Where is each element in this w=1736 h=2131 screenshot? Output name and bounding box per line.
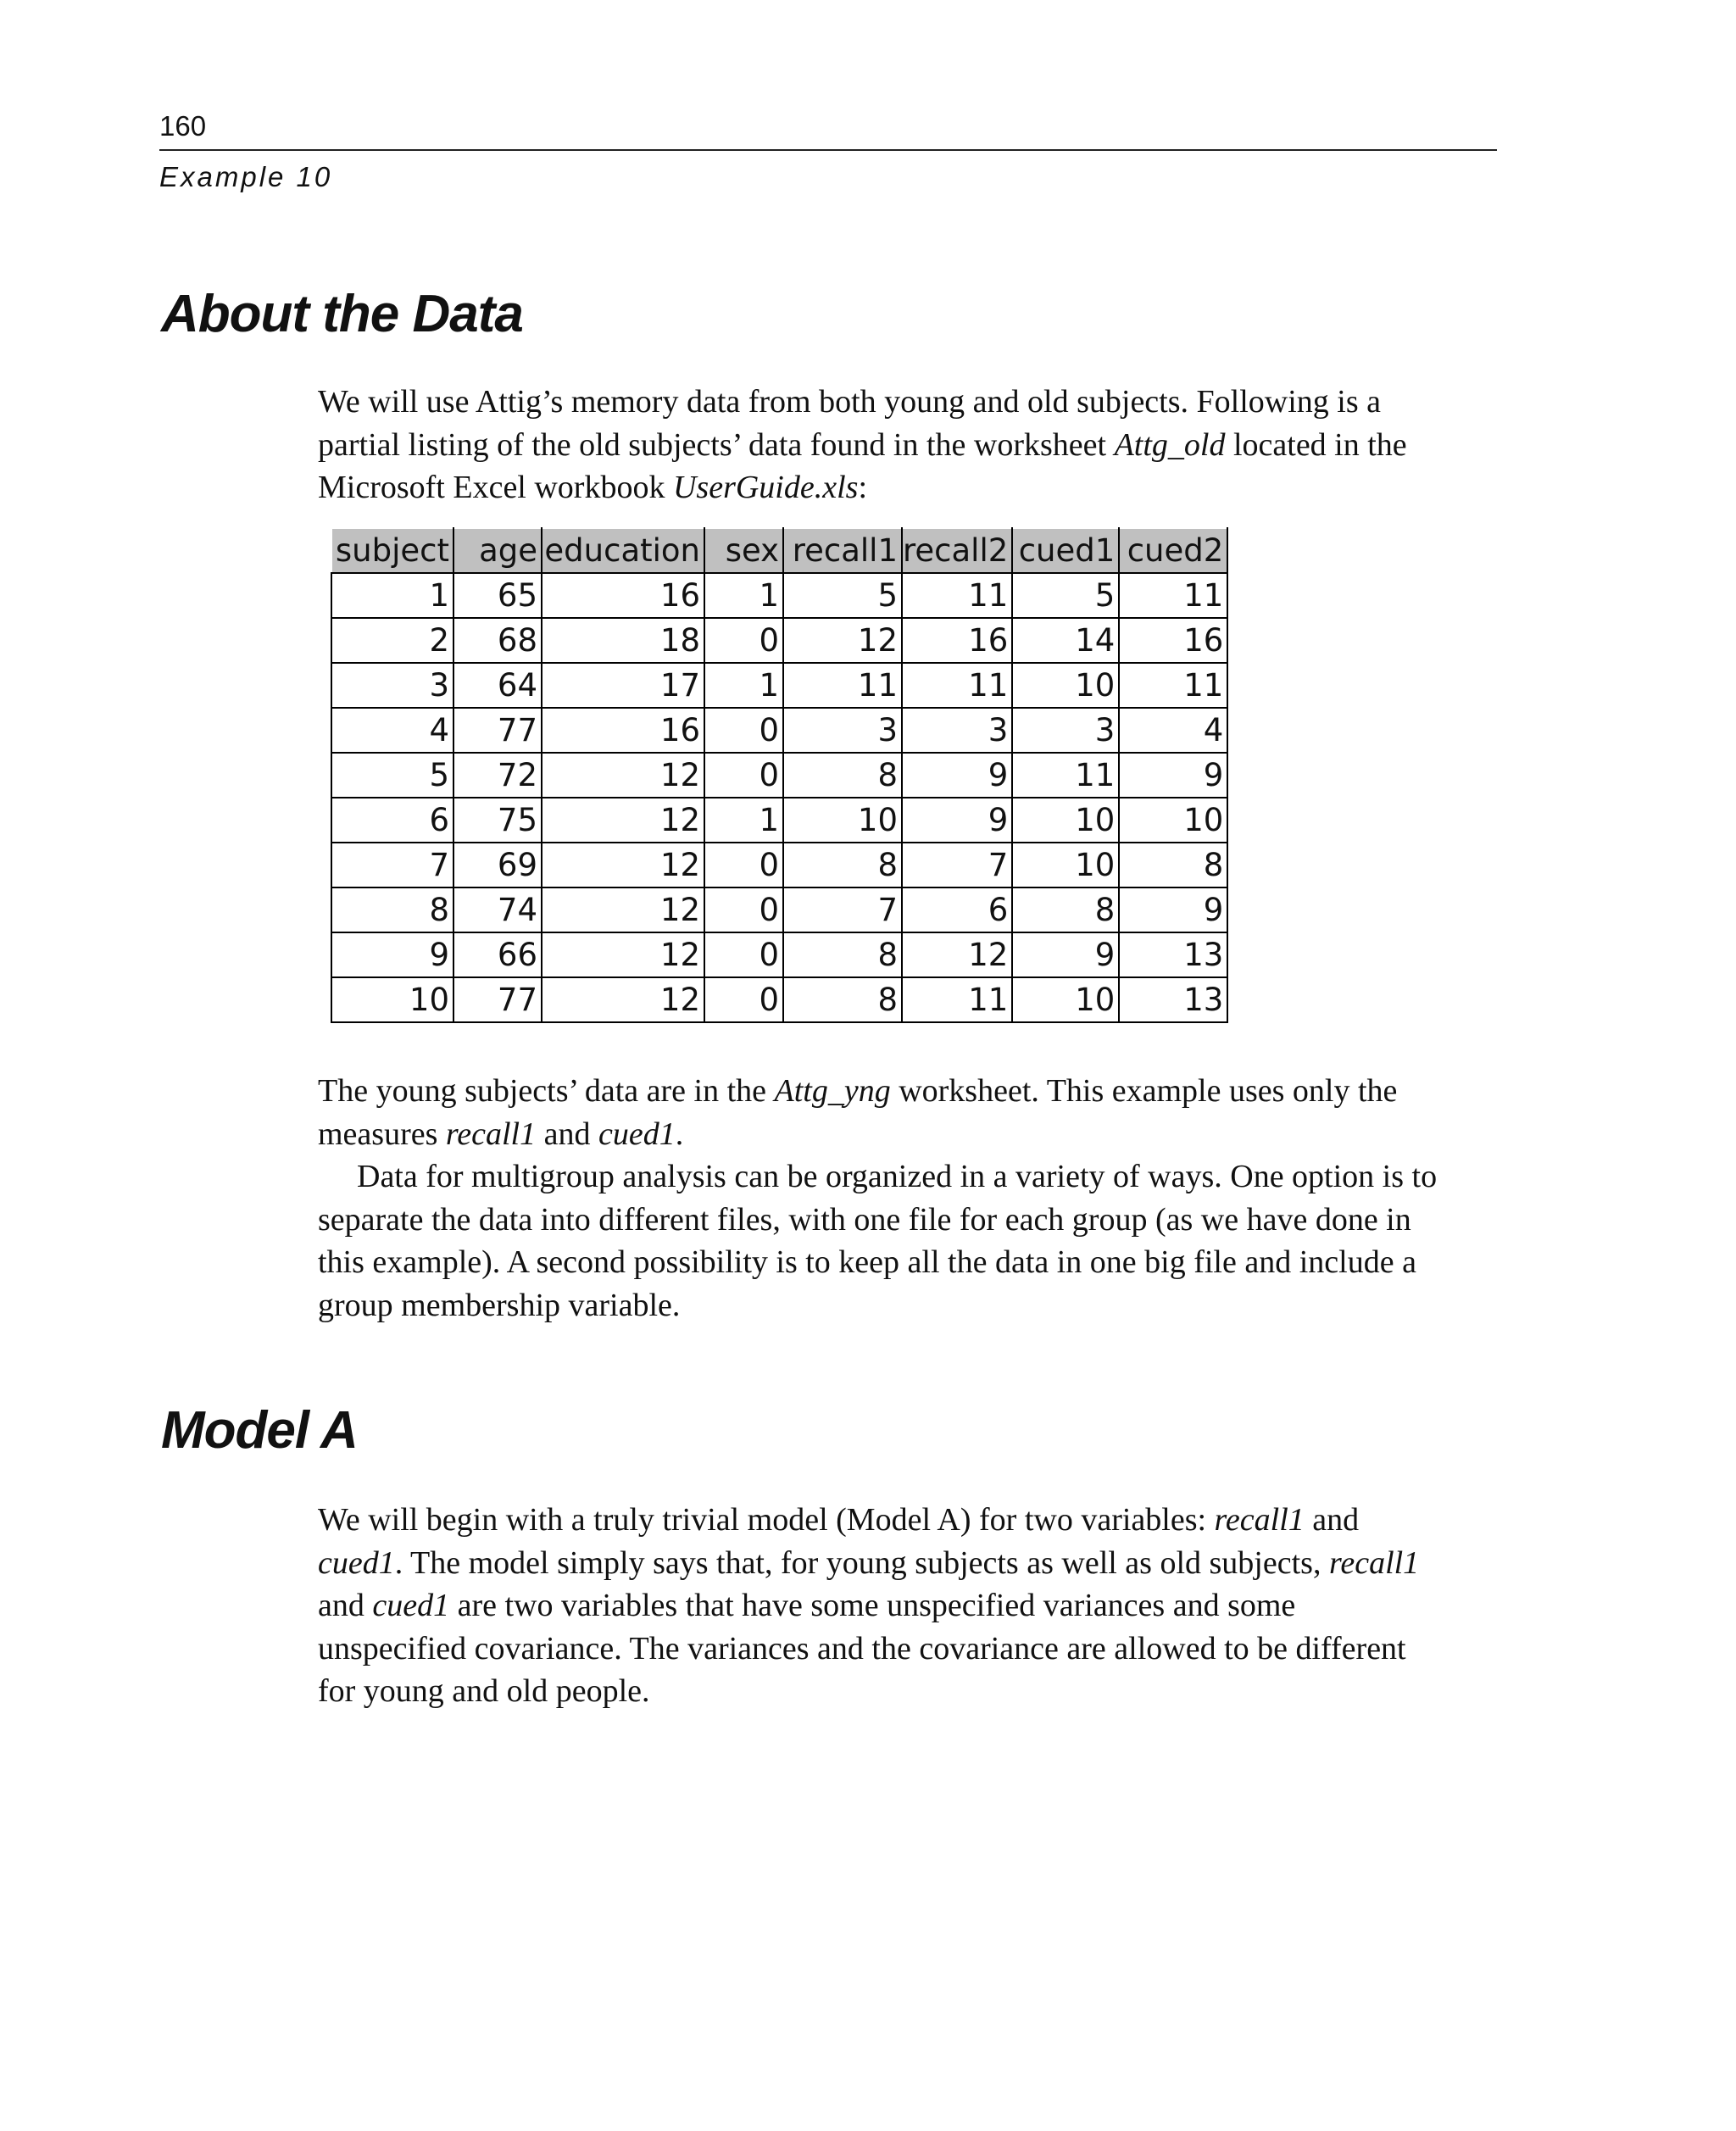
- text-run: We will begin with a truly trivial model (Model A) for two variables:: [318, 1502, 1215, 1538]
- table-cell: 10: [1012, 663, 1119, 708]
- section-heading-model-a: Model A: [161, 1401, 358, 1460]
- table-cell: 13: [1119, 977, 1227, 1022]
- table-cell: 3: [783, 708, 902, 753]
- table-cell: 2: [331, 618, 453, 663]
- running-header: Example 10: [159, 161, 333, 192]
- table-cell: 12: [542, 887, 704, 932]
- table-row: [331, 977, 1227, 1022]
- table-cell: 7: [783, 887, 902, 932]
- text-run: .: [675, 1116, 684, 1152]
- table-cell: 0: [704, 977, 783, 1022]
- column-header: recall1: [783, 528, 902, 573]
- table-cell: 77: [453, 708, 542, 753]
- table-cell: 13: [1119, 932, 1227, 977]
- table-row: [331, 708, 1227, 753]
- table-cell: 8: [783, 843, 902, 887]
- variable-name: recall1: [1214, 1502, 1305, 1538]
- table-cell: 8: [783, 977, 902, 1022]
- section-heading-about-the-data: About the Data: [161, 285, 523, 343]
- text-line: Data for multigroup analysis can be organized in a variety of ways. One option is to: [357, 1159, 1438, 1194]
- table-row: [331, 573, 1227, 618]
- variable-name: recall1: [1328, 1544, 1420, 1581]
- table-cell: 7: [331, 843, 453, 887]
- text-line: this example). A second possibility is to keep all the data in one big file and include a: [318, 1244, 1416, 1280]
- text-run: and: [318, 1588, 373, 1623]
- table-cell: 12: [542, 932, 704, 977]
- table-cell: 9: [1119, 753, 1227, 798]
- column-header: recall2: [902, 528, 1012, 573]
- table-cell: 66: [453, 932, 542, 977]
- table-cell: 3: [1012, 708, 1119, 753]
- table-cell: 5: [783, 573, 902, 618]
- table-cell: 14: [1012, 618, 1119, 663]
- column-header: education: [542, 528, 704, 573]
- worksheet-name: Attg_old: [1114, 426, 1226, 463]
- column-header: sex: [704, 528, 783, 573]
- text-run: and: [1304, 1502, 1360, 1538]
- table-row: [331, 618, 1227, 663]
- young-subjects-paragraphs: [318, 1070, 1500, 1327]
- table-cell: 10: [1012, 798, 1119, 843]
- text-line: group membership variable.: [318, 1287, 681, 1323]
- table-cell: 1: [331, 573, 453, 618]
- table-cell: 11: [902, 663, 1012, 708]
- table-cell: 0: [704, 708, 783, 753]
- table-cell: 75: [453, 798, 542, 843]
- text-line: for young and old people.: [318, 1673, 650, 1709]
- text-run: The young subjects’ data are in the: [318, 1073, 775, 1109]
- table-row: [331, 663, 1227, 708]
- table-cell: 6: [902, 887, 1012, 932]
- table-cell: 8: [1012, 887, 1119, 932]
- text-run: are two variables that have some unspecified variances and some: [449, 1588, 1296, 1623]
- table-cell: 9: [902, 798, 1012, 843]
- text-run: We will use Attig’s memory data from both young and old subjects. Following is a: [318, 384, 1381, 420]
- text-run: partial listing of the old subjects’ data found in the worksheet: [318, 426, 1115, 463]
- table-cell: 69: [453, 843, 542, 887]
- table-cell: 12: [542, 798, 704, 843]
- column-header: age: [453, 528, 542, 573]
- table-row: [331, 843, 1227, 887]
- table-cell: 9: [1119, 887, 1227, 932]
- table-cell: 9: [1012, 932, 1119, 977]
- table-cell: 10: [1012, 977, 1119, 1022]
- variable-name: recall1: [445, 1116, 537, 1152]
- table-row: [331, 887, 1227, 932]
- column-header: cued1: [1012, 528, 1119, 573]
- table-cell: 68: [453, 618, 542, 663]
- table-cell: 0: [704, 753, 783, 798]
- attg-old-data-table: [331, 527, 1228, 1023]
- column-header: subject: [331, 528, 453, 573]
- header-rule: [159, 149, 1497, 151]
- table-cell: 0: [704, 618, 783, 663]
- table-cell: 74: [453, 887, 542, 932]
- table-cell: 8: [331, 887, 453, 932]
- table-cell: 3: [902, 708, 1012, 753]
- workbook-name: UserGuide.xls: [672, 470, 859, 505]
- table-cell: 64: [453, 663, 542, 708]
- table-cell: 18: [542, 618, 704, 663]
- text-line: separate the data into different files, with one file for each group (as we have done in: [318, 1201, 1411, 1238]
- table-cell: 9: [902, 753, 1012, 798]
- table-cell: 16: [902, 618, 1012, 663]
- table-cell: 10: [1012, 843, 1119, 887]
- text-run: :: [858, 470, 867, 505]
- table-cell: 16: [542, 573, 704, 618]
- variable-name: cued1: [318, 1544, 395, 1581]
- text-run: measures: [318, 1116, 446, 1152]
- table-cell: 0: [704, 843, 783, 887]
- table-cell: 0: [704, 887, 783, 932]
- table-cell: 12: [542, 843, 704, 887]
- column-header: cued2: [1119, 528, 1227, 573]
- text-run: and: [536, 1116, 598, 1152]
- table-cell: 6: [331, 798, 453, 843]
- table-cell: 10: [1119, 798, 1227, 843]
- text-line: unspecified covariance. The variances and the covariance are allowed to be different: [318, 1630, 1406, 1666]
- text-run: Microsoft Excel workbook: [318, 470, 673, 505]
- table-cell: 8: [783, 753, 902, 798]
- table-cell: 11: [902, 977, 1012, 1022]
- table-cell: 17: [542, 663, 704, 708]
- table-cell: 11: [1119, 663, 1227, 708]
- table-cell: 7: [902, 843, 1012, 887]
- table-cell: 16: [542, 708, 704, 753]
- table-cell: 1: [704, 798, 783, 843]
- table-cell: 12: [542, 753, 704, 798]
- table-cell: 11: [1119, 573, 1227, 618]
- table-cell: 4: [1119, 708, 1227, 753]
- table-cell: 1: [704, 573, 783, 618]
- table-row: [331, 753, 1227, 798]
- table-cell: 5: [331, 753, 453, 798]
- table-cell: 11: [1012, 753, 1119, 798]
- about-data-paragraph: [318, 381, 1500, 509]
- table-row: [331, 932, 1227, 977]
- table-cell: 65: [453, 573, 542, 618]
- table-cell: 11: [902, 573, 1012, 618]
- model-a-paragraph: [318, 1499, 1500, 1713]
- page-number: 160: [159, 110, 207, 142]
- text-run: worksheet. This example uses only the: [890, 1073, 1398, 1109]
- variable-name: cued1: [372, 1588, 450, 1623]
- table-cell: 5: [1012, 573, 1119, 618]
- table-row: [331, 798, 1227, 843]
- table-cell: 72: [453, 753, 542, 798]
- table-cell: 9: [331, 932, 453, 977]
- table-cell: 12: [542, 977, 704, 1022]
- text-run: located in the: [1225, 426, 1407, 463]
- table-cell: 1: [704, 663, 783, 708]
- worksheet-name: Attg_yng: [774, 1073, 891, 1109]
- table-cell: 77: [453, 977, 542, 1022]
- variable-name: cued1: [598, 1116, 676, 1152]
- table-cell: 10: [331, 977, 453, 1022]
- table-cell: 4: [331, 708, 453, 753]
- table-cell: 8: [1119, 843, 1227, 887]
- table-cell: 8: [783, 932, 902, 977]
- table-cell: 3: [331, 663, 453, 708]
- table-header-row: [331, 528, 1227, 573]
- text-run: . The model simply says that, for young subjects as well as old subjects,: [394, 1544, 1329, 1581]
- table-cell: 12: [783, 618, 902, 663]
- table-cell: 0: [704, 932, 783, 977]
- table-cell: 10: [783, 798, 902, 843]
- table-cell: 12: [902, 932, 1012, 977]
- table-cell: 16: [1119, 618, 1227, 663]
- table-cell: 11: [783, 663, 902, 708]
